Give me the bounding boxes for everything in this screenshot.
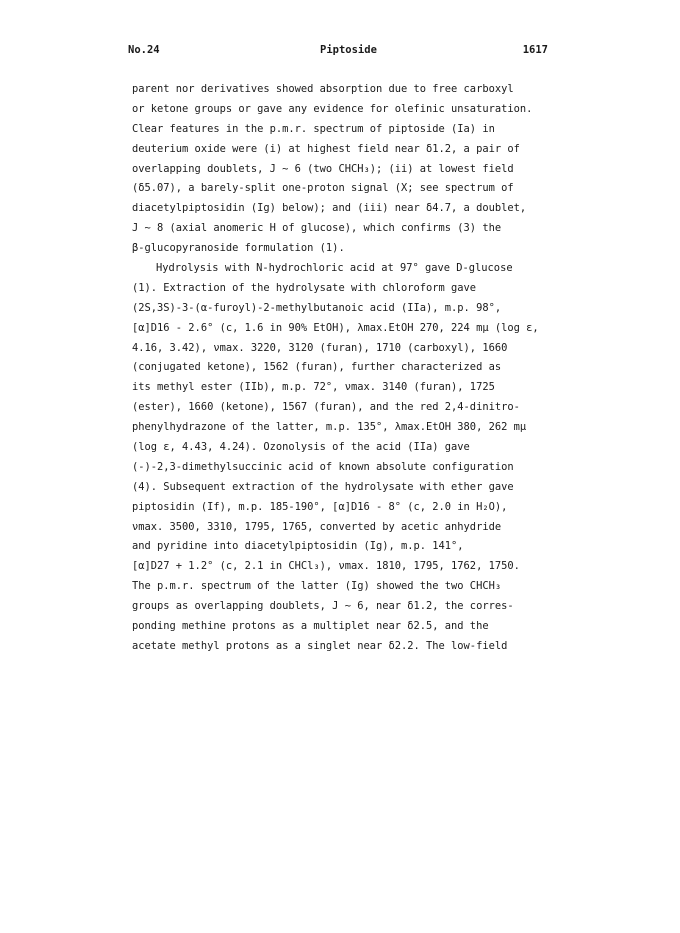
text-line: (log ε, 4.43, 4.24). Ozonolysis of the acid (IIa) gave xyxy=(132,441,470,454)
running-title: Piptoside xyxy=(320,44,377,56)
text-line: its methyl ester (IIb), m.p. 72°, νmax. 3140 (furan), 1725 xyxy=(132,381,495,394)
page-number: 1617 xyxy=(522,44,548,56)
text-line: Clear features in the p.m.r. spectrum of piptoside (Ia) in xyxy=(132,122,495,135)
text-line: (ester), 1660 (ketone), 1567 (furan), and the red 2,4-dinitro- xyxy=(132,401,520,414)
journal-issue-number: No.24 xyxy=(128,44,160,56)
text-line: J ∼ 8 (axial anomeric H of glucose), which confirms (3) the xyxy=(132,222,502,235)
text-line: and pyridine into diacetylpiptosidin (Ig), m.p. 141°, xyxy=(132,540,464,553)
text-line: phenylhydrazone of the latter, m.p. 135°, λmax.EtOH 380, 262 mμ xyxy=(132,421,527,434)
text-line: groups as overlapping doublets, J ∼ 6, near δ1.2, the corres- xyxy=(132,600,514,613)
text-line: (-)-2,3-dimethylsuccinic acid of known absolute configuration xyxy=(132,460,514,473)
text-line: deuterium oxide were (i) at highest field near δ1.2, a pair of xyxy=(132,142,520,155)
text-line: [α]D16 - 2.6° (c, 1.6 in 90% EtOH), λmax.EtOH 270, 224 mμ (log ε, xyxy=(132,321,539,334)
paragraph-start-line: Hydrolysis with N-hydrochloric acid at 97° gave D-glucose xyxy=(156,262,513,275)
body-text xyxy=(132,80,552,657)
text-line: (2S,3S)-3-(α-furoyl)-2-methylbutanoic acid (IIa), m.p. 98°, xyxy=(132,301,502,314)
text-line: acetate methyl protons as a singlet near δ2.2. The low-field xyxy=(132,639,508,652)
text-line: piptosidin (If), m.p. 185-190°, [α]D16 - 8° (c, 2.0 in H₂O), xyxy=(132,500,508,513)
text-line: or ketone groups or gave any evidence for olefinic unsaturation. xyxy=(132,102,533,115)
text-line: [α]D27 + 1.2° (c, 2.1 in CHCl₃), νmax. 1810, 1795, 1762, 1750. xyxy=(132,560,520,573)
text-line: diacetylpiptosidin (Ig) below); and (iii) near δ4.7, a doublet, xyxy=(132,202,527,215)
running-header xyxy=(128,44,548,60)
text-line: ponding methine protons as a multiplet near δ2.5, and the xyxy=(132,620,489,633)
text-line: parent nor derivatives showed absorption due to free carboxyl xyxy=(132,83,514,95)
text-line: (1). Extraction of the hydrolysate with chloroform gave xyxy=(132,281,477,294)
text-line: 4.16, 3.42), νmax. 3220, 3120 (furan), 1710 (carboxyl), 1660 xyxy=(132,341,508,354)
text-line: β-glucopyranoside formulation (1). xyxy=(132,242,345,255)
text-line: (conjugated ketone), 1562 (furan), further characterized as xyxy=(132,361,502,374)
text-line: overlapping doublets, J ∼ 6 (two CHCH₃); (ii) at lowest field xyxy=(132,162,514,175)
text-line: (4). Subsequent extraction of the hydrolysate with ether gave xyxy=(132,480,514,493)
text-line: The p.m.r. spectrum of the latter (Ig) showed the two CHCH₃ xyxy=(132,580,502,593)
text-line: (δ5.07), a barely-split one-proton signal (X; see spectrum of xyxy=(132,182,514,195)
text-line: νmax. 3500, 3310, 1795, 1765, converted by acetic anhydride xyxy=(132,520,502,533)
